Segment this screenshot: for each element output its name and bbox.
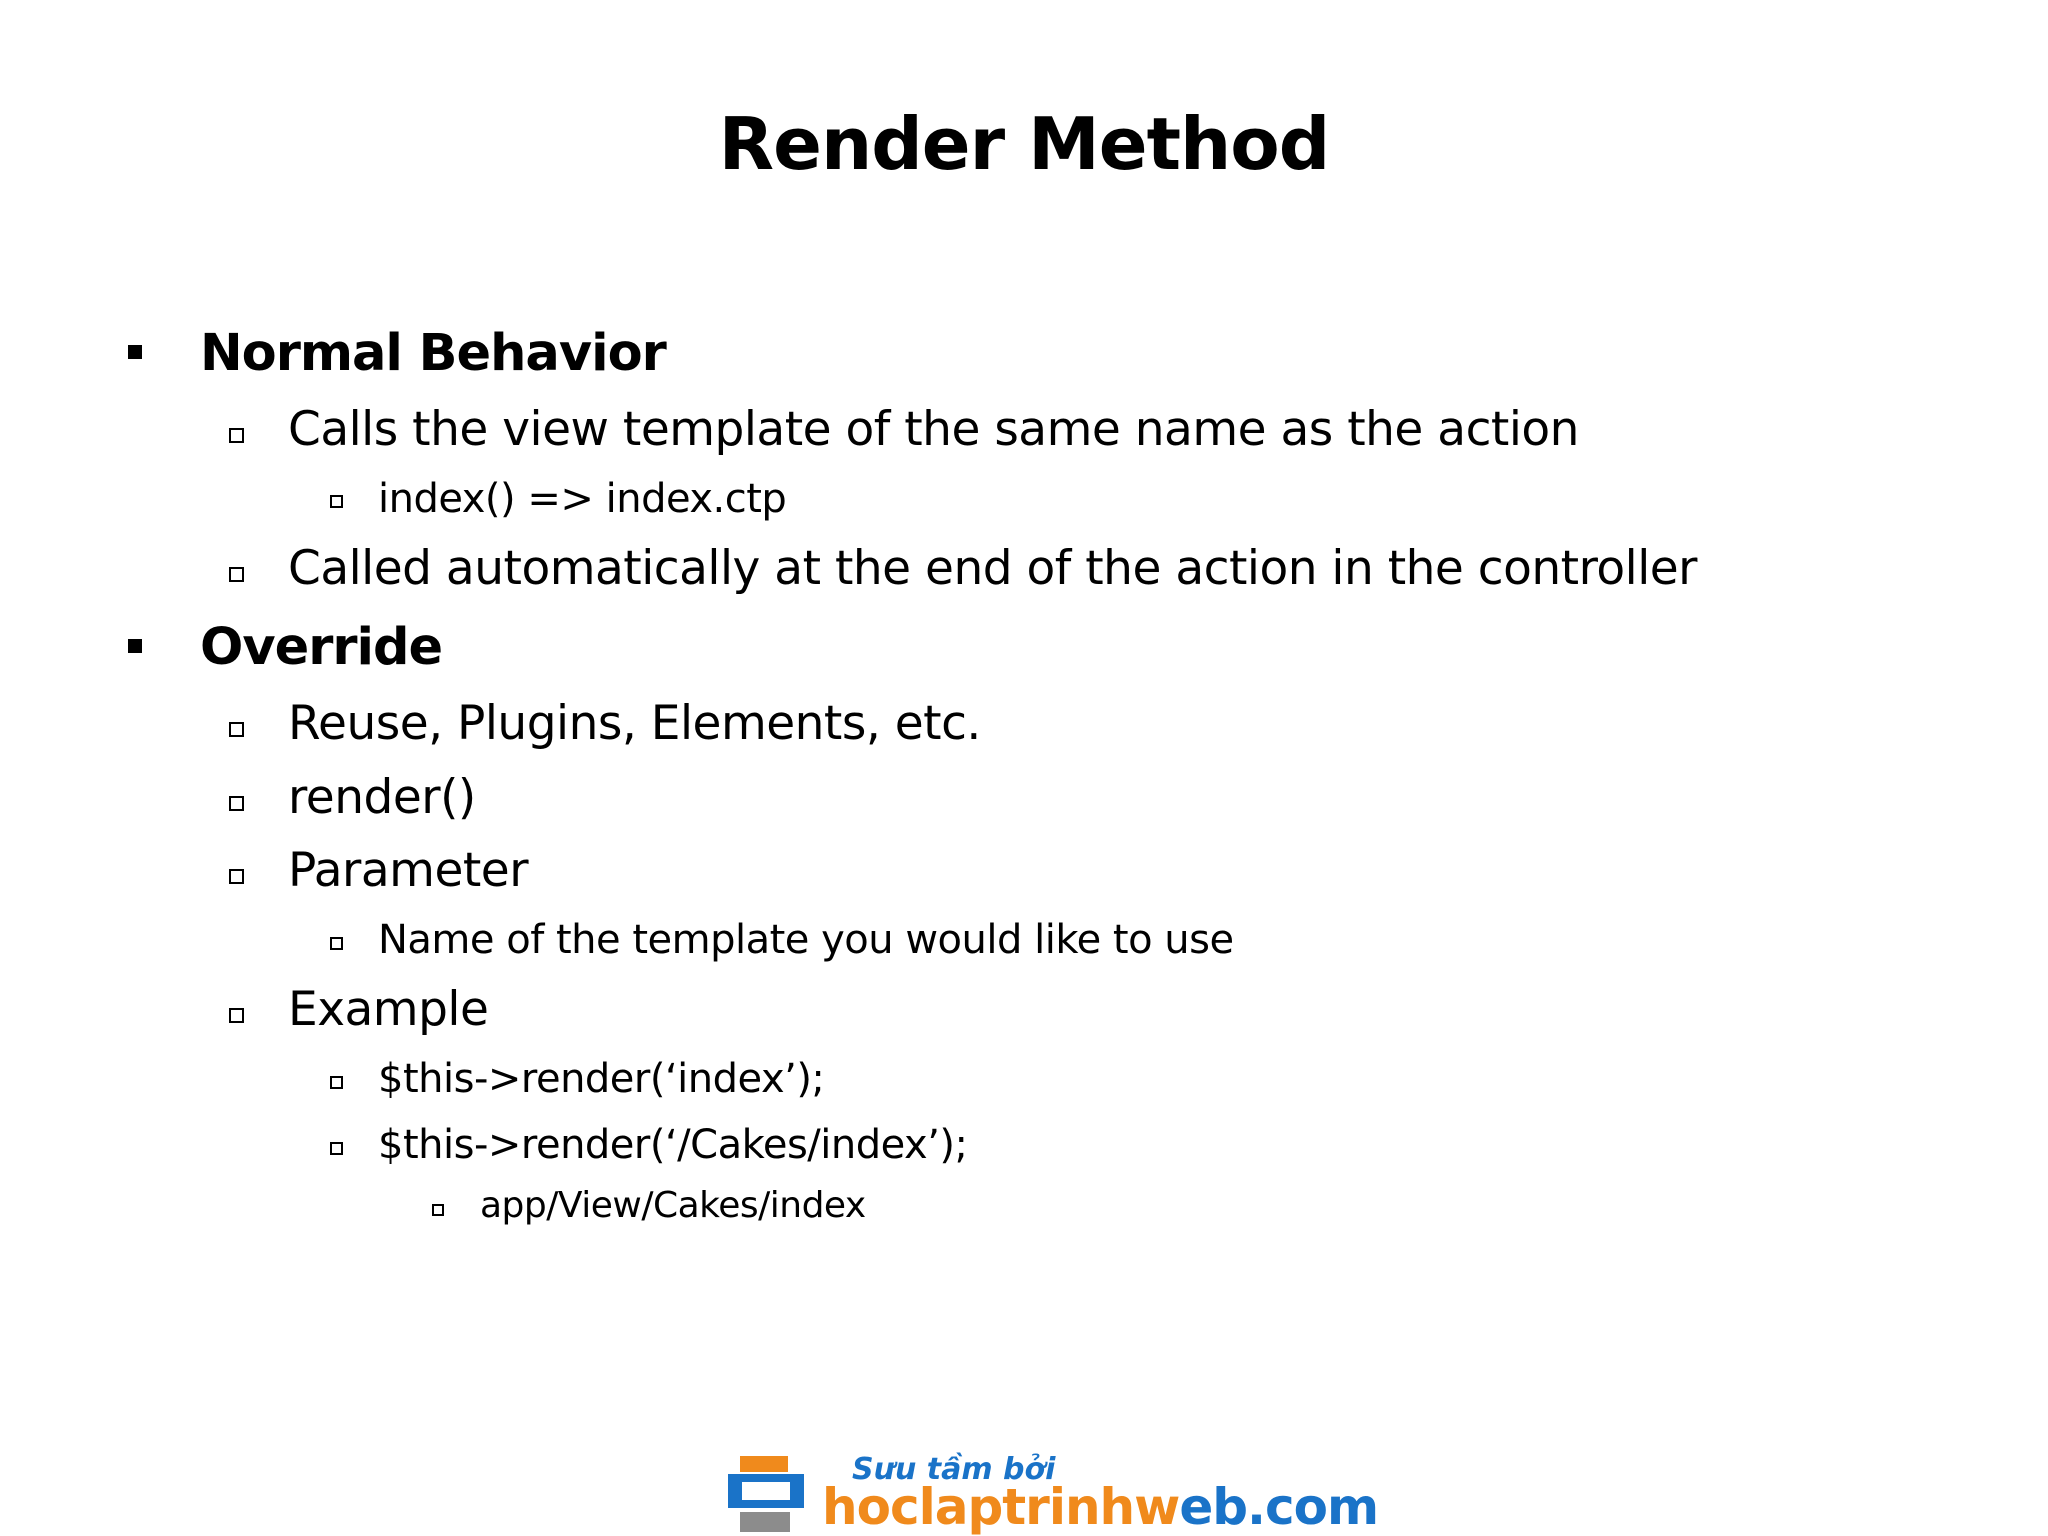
square-bullet-icon	[128, 345, 142, 359]
hollow-square-bullet-icon	[229, 722, 244, 737]
hollow-square-bullet-icon	[229, 567, 244, 582]
logo-tagline: Sưu tầm bởi	[852, 1452, 1056, 1487]
hollow-square-bullet-icon	[229, 869, 244, 884]
bullet-render-index: $this->render(‘index’);	[378, 1056, 825, 1102]
bullet-template-name: Name of the template you would like to use	[378, 917, 1234, 963]
hollow-square-bullet-icon	[432, 1204, 444, 1216]
hoclaptrinhweb-logo	[726, 1452, 1379, 1536]
bullet-index-ctp: index() => index.ctp	[378, 476, 787, 522]
computer-logo-icon	[726, 1452, 808, 1536]
bullet-reuse-plugins: Reuse, Plugins, Elements, etc.	[288, 696, 981, 751]
hollow-square-bullet-icon	[229, 428, 244, 443]
hollow-square-bullet-icon	[229, 1008, 244, 1023]
bullet-render: render()	[288, 770, 476, 825]
hollow-square-bullet-icon	[330, 937, 343, 950]
bullet-called-automatically: Called automatically at the end of the action in the controller	[288, 541, 1697, 596]
hollow-square-bullet-icon	[330, 495, 343, 508]
bullet-example: Example	[288, 982, 489, 1037]
bullet-calls-view-template: Calls the view template of the same name as the action	[288, 402, 1579, 457]
hollow-square-bullet-icon	[229, 796, 244, 811]
square-bullet-icon	[128, 639, 142, 653]
bullet-override: Override	[200, 618, 443, 677]
slide-title: Render Method	[718, 102, 1330, 186]
bullet-app-view-path: app/View/Cakes/index	[480, 1185, 866, 1226]
bullet-render-cakes-index: $this->render(‘/Cakes/index’);	[378, 1122, 968, 1168]
bullet-normal-behavior: Normal Behavior	[200, 324, 666, 383]
hollow-square-bullet-icon	[330, 1076, 343, 1089]
bullet-parameter: Parameter	[288, 843, 529, 898]
hollow-square-bullet-icon	[330, 1142, 343, 1155]
logo-wordmark: hoclaptrinhweb.com	[822, 1478, 1379, 1536]
